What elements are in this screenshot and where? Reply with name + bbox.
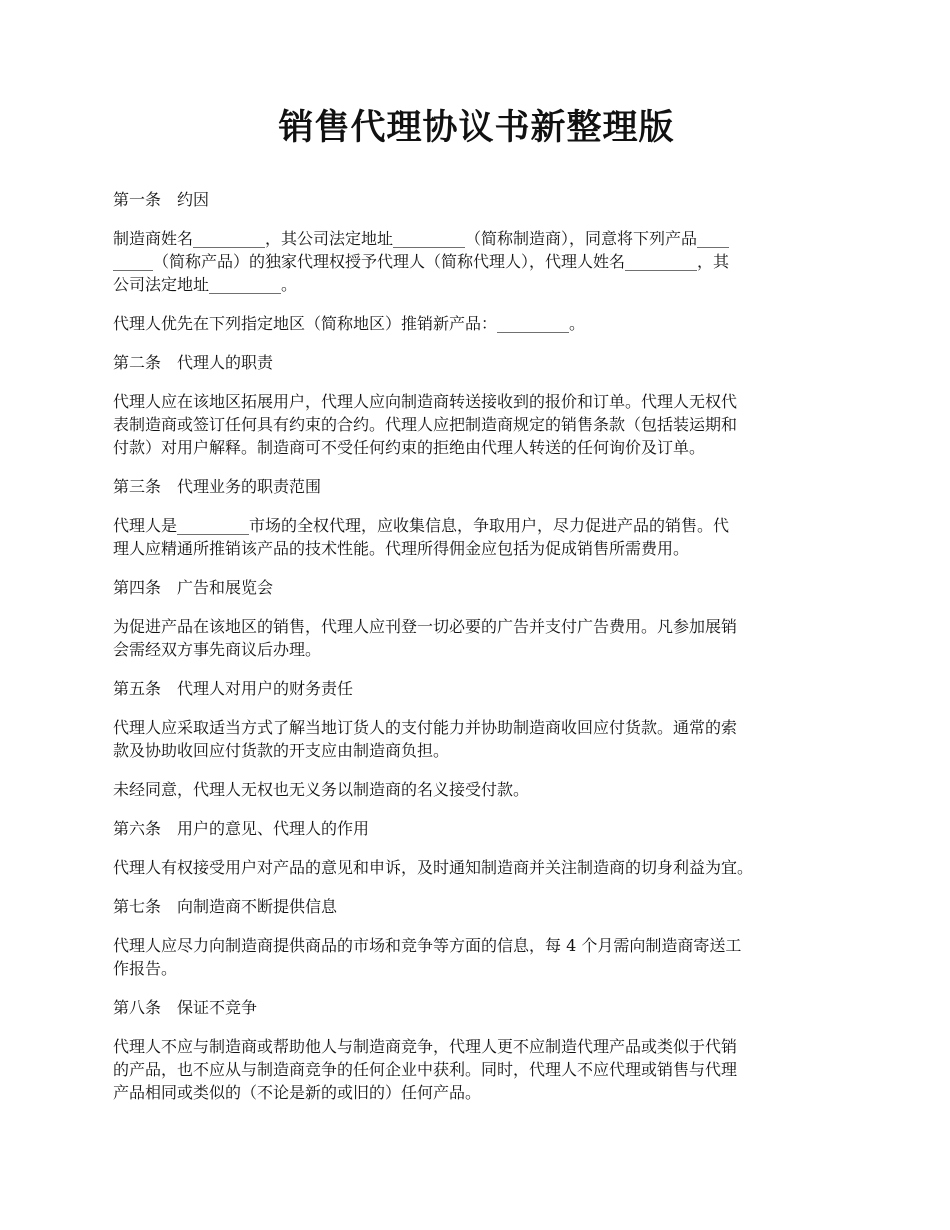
- section-8-heading: 第八条 保证不竞争: [113, 998, 258, 1017]
- section-1-heading: 第一条 约因: [113, 190, 210, 209]
- section-5-paragraph-1: 代理人应采取适当方式了解当地订货人的支付能力并协助制造商收回应付货款。通常的索 款及协助收回应付货款的开支应由制造商负担。: [113, 718, 738, 760]
- section-3-paragraph-1: 代理人是_________市场的全权代理，应收集信息，争取用户，尽力促进产品的销售。代 理人应精通所推销该产品的技术性能。代理所得佣金应包括为促成销售所需费用。: [113, 516, 730, 558]
- document-title: 销售代理协议书新整理版: [278, 107, 675, 148]
- section-6-paragraph-1: 代理人有权接受用户对产品的意见和申诉，及时通知制造商并关注制造商的切身利益为宜。: [113, 858, 754, 877]
- section-7-paragraph-1: 代理人应尽力向制造商提供商品的市场和竞争等方面的信息，每 4 个月需向制造商寄送工 作报告。: [113, 936, 742, 978]
- section-1-paragraph-2: 代理人优先在下列指定地区（简称地区）推销新产品：_________。: [113, 314, 586, 333]
- section-3-heading: 第三条 代理业务的职责范围: [113, 477, 322, 496]
- section-1-paragraph-1: 制造商姓名_________，其公司法定地址_________（简称制造商），同意将下列产品____ _____（简称产品）的独家代理权授予代理人（简称代理人），代理人姓名_________，其 公司法定地址_________。: [113, 229, 730, 294]
- section-7-heading: 第七条 向制造商不断提供信息: [113, 897, 338, 916]
- section-4-heading: 第四条 广告和展览会: [113, 578, 274, 597]
- section-2-heading: 第二条 代理人的职责: [113, 353, 274, 372]
- section-8-paragraph-1: 代理人不应与制造商或帮助他人与制造商竞争，代理人更不应制造代理产品或类似于代销 的产品，也不应从与制造商竞争的任何企业中获利。同时，代理人不应代理或销售与代理 产品相同或类似的（不论是新的或旧的）任何产品。: [113, 1037, 738, 1102]
- section-5-heading: 第五条 代理人对用户的财务责任: [113, 679, 354, 698]
- section-4-paragraph-1: 为促进产品在该地区的销售，代理人应刊登一切必要的广告并支付广告费用。凡参加展销 会需经双方事先商议后办理。: [113, 617, 738, 659]
- section-6-heading: 第六条 用户的意见、代理人的作用: [113, 819, 370, 838]
- section-5-paragraph-2: 未经同意，代理人无权也无义务以制造商的名义接受付款。: [113, 780, 530, 799]
- section-2-paragraph-1: 代理人应在该地区拓展用户，代理人应向制造商转送接收到的报价和订单。代理人无权代 表制造商或签订任何具有约束的合约。代理人应把制造商规定的销售条款（包括装运期和 付款）对用户解释。制造商可不受任何约束的拒绝由代理人转送的任何询价及订单。: [113, 392, 738, 457]
